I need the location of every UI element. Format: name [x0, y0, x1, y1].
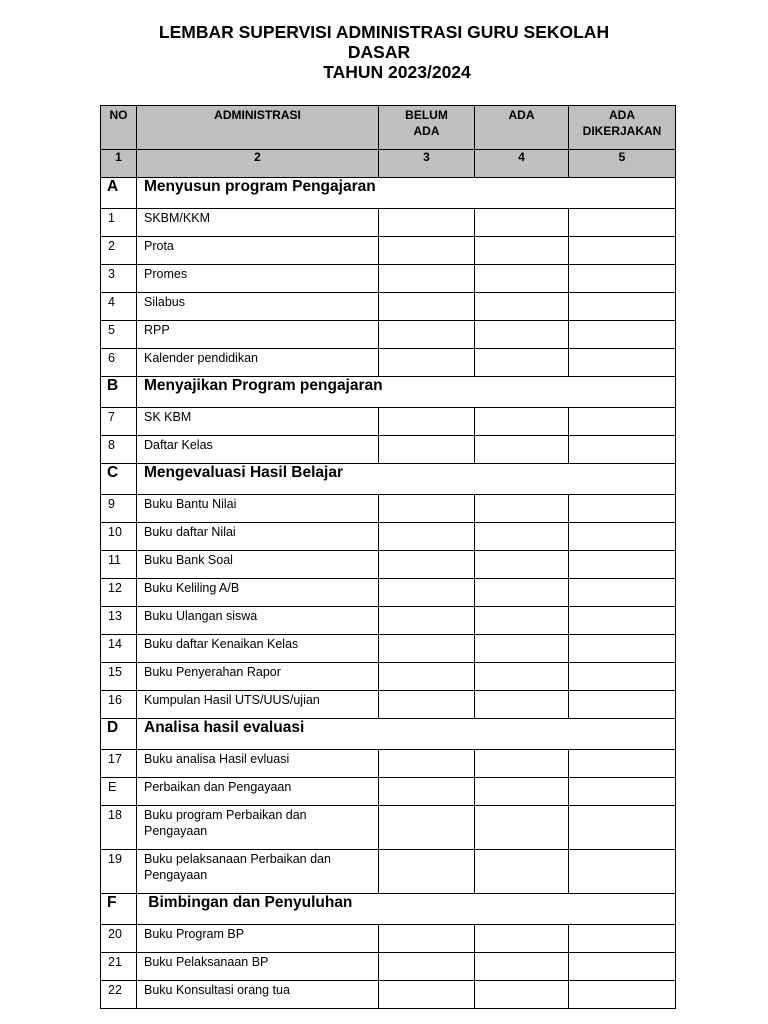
- ada-cell: [475, 850, 569, 894]
- ada-dikerjakan-cell: [569, 925, 676, 953]
- header-no: NO: [101, 106, 137, 150]
- ada-cell: [475, 691, 569, 719]
- ada-dikerjakan-cell: [569, 663, 676, 691]
- ada-dikerjakan-cell: [569, 778, 676, 806]
- section-row: [101, 894, 676, 925]
- belum-ada-cell: [379, 750, 475, 778]
- table-row: [101, 925, 676, 953]
- row-label: Prota: [137, 237, 379, 265]
- section-title: Mengevaluasi Hasil Belajar: [137, 464, 676, 495]
- section-row: [101, 178, 676, 209]
- ada-dikerjakan-cell: [569, 209, 676, 237]
- belum-ada-cell: [379, 237, 475, 265]
- ada-dikerjakan-cell: [569, 265, 676, 293]
- ada-cell: [475, 551, 569, 579]
- ada-dikerjakan-cell: [569, 953, 676, 981]
- section-row: [101, 464, 676, 495]
- section-title: Analisa hasil evaluasi: [137, 719, 676, 750]
- row-number: 20: [101, 925, 137, 953]
- row-label: Silabus: [137, 293, 379, 321]
- row-number: 14: [101, 635, 137, 663]
- row-number: E: [101, 778, 137, 806]
- table-row: [101, 750, 676, 778]
- ada-cell: [475, 209, 569, 237]
- ada-cell: [475, 408, 569, 436]
- row-label: Buku daftar Nilai: [137, 523, 379, 551]
- ada-dikerjakan-cell: [569, 806, 676, 850]
- section-letter: B: [101, 377, 137, 408]
- ada-cell: [475, 321, 569, 349]
- row-number: 13: [101, 607, 137, 635]
- row-label: Buku Keliling A/B: [137, 579, 379, 607]
- row-label: Buku Bank Soal: [137, 551, 379, 579]
- belum-ada-cell: [379, 523, 475, 551]
- section-letter: F: [101, 894, 137, 925]
- row-number: 17: [101, 750, 137, 778]
- header-row: [101, 106, 676, 150]
- row-label: SKBM/KKM: [137, 209, 379, 237]
- ada-dikerjakan-cell: [569, 495, 676, 523]
- belum-ada-cell: [379, 209, 475, 237]
- row-number: 3: [101, 265, 137, 293]
- belum-ada-cell: [379, 265, 475, 293]
- ada-dikerjakan-cell: [569, 321, 676, 349]
- row-number: 18: [101, 806, 137, 850]
- row-number: 10: [101, 523, 137, 551]
- section-title: Bimbingan dan Penyuluhan: [137, 894, 676, 925]
- belum-ada-cell: [379, 806, 475, 850]
- row-number: 9: [101, 495, 137, 523]
- row-label: Buku program Perbaikan dan Pengayaan: [137, 806, 379, 850]
- ada-cell: [475, 750, 569, 778]
- column-number: 1: [101, 150, 137, 178]
- row-label: Buku Penyerahan Rapor: [137, 663, 379, 691]
- ada-dikerjakan-cell: [569, 635, 676, 663]
- column-number: 2: [137, 150, 379, 178]
- row-label: SK KBM: [137, 408, 379, 436]
- row-number: 8: [101, 436, 137, 464]
- row-label: Buku Konsultasi orang tua: [137, 981, 379, 1009]
- title-line-1: LEMBAR SUPERVISI ADMINISTRASI GURU SEKOLAH: [158, 22, 610, 42]
- ada-dikerjakan-cell: [569, 293, 676, 321]
- ada-dikerjakan-cell: [569, 850, 676, 894]
- belum-ada-cell: [379, 321, 475, 349]
- belum-ada-cell: [379, 607, 475, 635]
- belum-ada-cell: [379, 349, 475, 377]
- row-label: Buku analisa Hasil evluasi: [137, 750, 379, 778]
- row-label: Buku pelaksanaan Perbaikan dan Pengayaan: [137, 850, 379, 894]
- title-line-3: TAHUN 2023/2024: [323, 62, 471, 82]
- ada-cell: [475, 806, 569, 850]
- column-number: 3: [379, 150, 475, 178]
- row-number: 6: [101, 349, 137, 377]
- table-row: [101, 209, 676, 237]
- belum-ada-cell: [379, 981, 475, 1009]
- ada-dikerjakan-cell: [569, 607, 676, 635]
- table-row: [101, 663, 676, 691]
- table-row: [101, 237, 676, 265]
- section-letter: D: [101, 719, 137, 750]
- ada-dikerjakan-cell: [569, 551, 676, 579]
- table-row: [101, 981, 676, 1009]
- row-number: 5: [101, 321, 137, 349]
- section-letter: A: [101, 178, 137, 209]
- ada-dikerjakan-cell: [569, 523, 676, 551]
- ada-cell: [475, 523, 569, 551]
- row-label: Buku Bantu Nilai: [137, 495, 379, 523]
- header-ada: ADA: [475, 106, 569, 150]
- ada-dikerjakan-cell: [569, 981, 676, 1009]
- belum-ada-cell: [379, 663, 475, 691]
- ada-cell: [475, 265, 569, 293]
- table-row: [101, 293, 676, 321]
- header-belum-ada: BELUM ADA: [379, 106, 475, 150]
- row-number: 2: [101, 237, 137, 265]
- row-label: Buku Program BP: [137, 925, 379, 953]
- row-label: Buku Ulangan siswa: [137, 607, 379, 635]
- ada-cell: [475, 349, 569, 377]
- belum-ada-cell: [379, 436, 475, 464]
- column-number: 4: [475, 150, 569, 178]
- supervision-table: [100, 105, 676, 1009]
- table-row: [101, 265, 676, 293]
- ada-cell: [475, 778, 569, 806]
- ada-cell: [475, 579, 569, 607]
- ada-cell: [475, 635, 569, 663]
- row-label: Buku Pelaksanaan BP: [137, 953, 379, 981]
- row-label: Promes: [137, 265, 379, 293]
- ada-dikerjakan-cell: [569, 436, 676, 464]
- table-row: [101, 806, 676, 850]
- table-row: [101, 523, 676, 551]
- row-number: 19: [101, 850, 137, 894]
- row-number: 4: [101, 293, 137, 321]
- table-row: [101, 321, 676, 349]
- row-number: 15: [101, 663, 137, 691]
- section-title: Menyusun program Pengajaran: [137, 178, 676, 209]
- ada-cell: [475, 495, 569, 523]
- ada-dikerjakan-cell: [569, 750, 676, 778]
- row-number: 1: [101, 209, 137, 237]
- belum-ada-cell: [379, 579, 475, 607]
- row-label: Perbaikan dan Pengayaan: [137, 778, 379, 806]
- ada-cell: [475, 237, 569, 265]
- section-row: [101, 719, 676, 750]
- table-row: [101, 850, 676, 894]
- row-label: Kumpulan Hasil UTS/UUS/ujian: [137, 691, 379, 719]
- belum-ada-cell: [379, 691, 475, 719]
- table-row: [101, 607, 676, 635]
- table-row: [101, 953, 676, 981]
- belum-ada-cell: [379, 551, 475, 579]
- belum-ada-cell: [379, 778, 475, 806]
- column-number: 5: [569, 150, 676, 178]
- ada-dikerjakan-cell: [569, 349, 676, 377]
- belum-ada-cell: [379, 925, 475, 953]
- row-number: 12: [101, 579, 137, 607]
- ada-cell: [475, 981, 569, 1009]
- belum-ada-cell: [379, 635, 475, 663]
- belum-ada-cell: [379, 495, 475, 523]
- row-number: 21: [101, 953, 137, 981]
- section-row: [101, 377, 676, 408]
- table-row: [101, 408, 676, 436]
- ada-dikerjakan-cell: [569, 691, 676, 719]
- belum-ada-cell: [379, 953, 475, 981]
- row-number: 11: [101, 551, 137, 579]
- column-number-row: [101, 150, 676, 178]
- row-number: 7: [101, 408, 137, 436]
- section-title: Menyajikan Program pengajaran: [137, 377, 676, 408]
- table-row: [101, 579, 676, 607]
- table-row: [101, 436, 676, 464]
- title-line-2: DASAR: [347, 42, 411, 62]
- row-number: 22: [101, 981, 137, 1009]
- row-label: RPP: [137, 321, 379, 349]
- ada-dikerjakan-cell: [569, 579, 676, 607]
- row-number: 16: [101, 691, 137, 719]
- table-row: [101, 495, 676, 523]
- table-row: [101, 349, 676, 377]
- table-row: [101, 635, 676, 663]
- header-ada-dikerjakan: ADA DIKERJAKAN: [569, 106, 676, 150]
- row-label: Daftar Kelas: [137, 436, 379, 464]
- belum-ada-cell: [379, 850, 475, 894]
- table-row: [101, 551, 676, 579]
- row-label: Kalender pendidikan: [137, 349, 379, 377]
- belum-ada-cell: [379, 408, 475, 436]
- section-letter: C: [101, 464, 137, 495]
- ada-cell: [475, 663, 569, 691]
- ada-dikerjakan-cell: [569, 408, 676, 436]
- row-label: Buku daftar Kenaikan Kelas: [137, 635, 379, 663]
- ada-cell: [475, 607, 569, 635]
- ada-cell: [475, 436, 569, 464]
- ada-dikerjakan-cell: [569, 237, 676, 265]
- belum-ada-cell: [379, 293, 475, 321]
- ada-cell: [475, 925, 569, 953]
- table-row: [101, 691, 676, 719]
- document-title: [0, 22, 768, 82]
- ada-cell: [475, 293, 569, 321]
- ada-cell: [475, 953, 569, 981]
- table-row: [101, 778, 676, 806]
- header-administrasi: ADMINISTRASI: [137, 106, 379, 150]
